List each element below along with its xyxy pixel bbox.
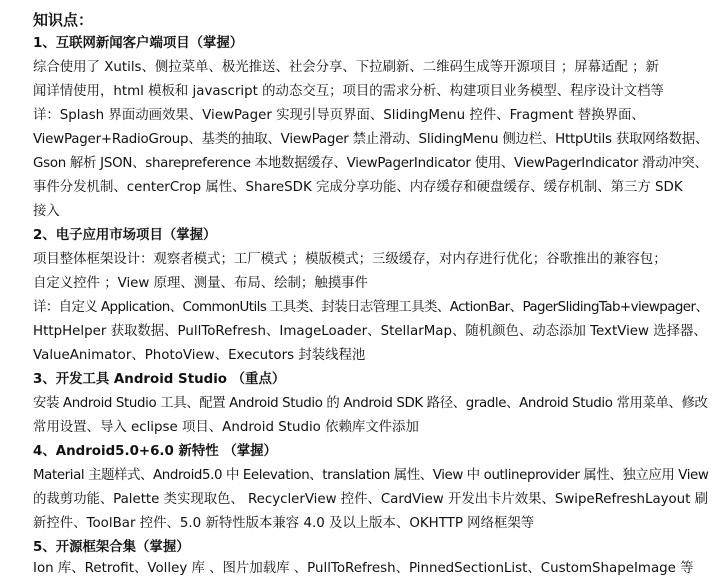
body-line: Gson 解析 JSON、sharepreference 本地数据缓存、ViewPagerIndicator 使用、ViewPagerIndicator 滑动冲突、 [33, 156, 708, 171]
body-line: 新控件、ToolBar 控件、5.0 新特性版本兼容 4.0 及以上版本、OKHTTP 网络框架等 [33, 516, 535, 531]
body-line: ViewPager+RadioGroup、基类的抽取、ViewPager 禁止滑动、SlidingMenu 侧边栏、HttpUtils 获取网络数据、 [33, 132, 709, 147]
body-line: 闻详情使用，html 模板和 javascript 的动态交互；项目的需求分析、构建项目业务模型、程序设计文档等 [33, 84, 664, 99]
document-heading: 知识点： [33, 11, 94, 29]
section-heading: 1、互联网新闻客户端项目（掌握） [33, 36, 244, 51]
body-line: 安装 Android Studio 工具、配置 Android Studio 的 Android SDK 路径、gradle、Android Studio 常用菜单、修改 [33, 396, 708, 411]
body-line: 接入 [33, 204, 60, 219]
section-heading: 3、开发工具 Android Studio （重点） [33, 372, 286, 387]
section-heading: 4、Android5.0+6.0 新特性 （掌握） [33, 444, 277, 459]
section-heading: 2、电子应用市场项目（掌握） [33, 228, 217, 243]
body-line: 常用设置、导入 eclipse 项目、Android Studio 依赖库文件添加 [33, 420, 419, 435]
body-line: 自定义控件 ；View 原理、测量、布局、绘制；触摸事件 [33, 276, 368, 291]
body-line: Material 主题样式、Android5.0 中 Eelevation、translation 属性、View 中 outlineprovider 属性、独立应用 View [33, 468, 709, 483]
body-line: 事件分发机制、centerCrop 属性、ShareSDK 完成分享功能、内存缓存和硬盘缓存、缓存机制、第三方 SDK [33, 180, 683, 195]
body-line: 综合使用了 Xutils、侧拉菜单、极光推送、社会分享、下拉刷新、二维码生成等开源项目 ；屏幕适配 ；新 [33, 60, 659, 75]
body-line: 详：Splash 界面动画效果、ViewPager 实现引导页界面、SlidingMenu 控件、Fragment 替换界面、 [33, 108, 645, 123]
body-line: HttpHelper 获取数据、PullToRefresh、ImageLoader、StellarMap、随机颜色、动态添加 TextView 选择器、 [33, 324, 707, 339]
section-heading: 5、开源框架合集（掌握） [33, 540, 190, 555]
body-line: 项目整体框架设计：观察者模式；工厂模式 ；模版模式；三级缓存，对内存进行优化；谷歌推出的兼容包； [33, 252, 667, 267]
body-line: Ion 库、Retrofit、Volley 库 、图片加载库 、PullToRefresh、PinnedSectionList、CustomShapeImage 等 [33, 561, 694, 576]
body-line: 详：自定义 Application、CommonUtils 工具类、封装日志管理工具类、ActionBar、PagerSlidingTab+viewpager、 [33, 300, 709, 315]
body-line: ValueAnimator、PhotoView、Executors 封装线程池 [33, 348, 366, 363]
body-line: 的裁剪功能、Palette 类实现取色、 RecyclerView 控件、CardView 开发出卡片效果、SwipeRefreshLayout 刷 [33, 492, 708, 507]
